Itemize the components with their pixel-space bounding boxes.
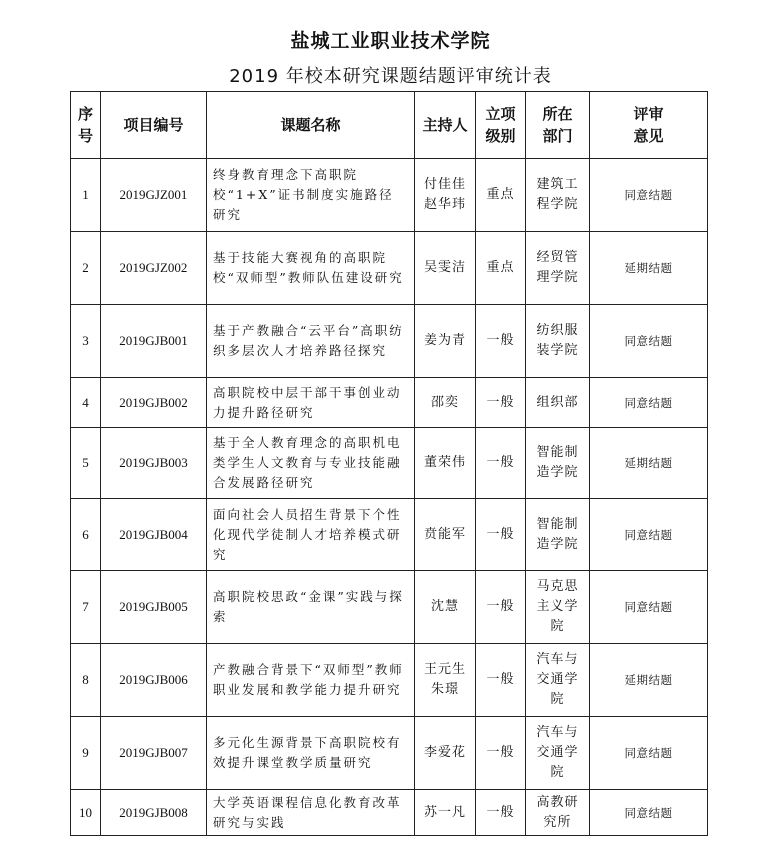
cell-no: 2	[71, 232, 101, 305]
cell-code: 2019GJB003	[101, 428, 207, 499]
cell-level: 一般	[476, 305, 526, 378]
table-header-row	[71, 92, 708, 159]
header-title: 课题名称	[207, 92, 415, 159]
cell-host: 苏一凡	[415, 790, 476, 836]
cell-host: 王元生 朱璟	[415, 644, 476, 717]
cell-code: 2019GJB001	[101, 305, 207, 378]
cell-level: 一般	[476, 717, 526, 790]
cell-title: 基于产教融合“云平台”高职纺织多层次人才培养路径探究	[207, 305, 415, 378]
cell-opinion: 同意结题	[590, 499, 708, 571]
cell-code: 2019GJB008	[101, 790, 207, 836]
table-row	[71, 644, 708, 717]
cell-no: 4	[71, 378, 101, 428]
cell-no: 9	[71, 717, 101, 790]
table-row	[71, 428, 708, 499]
header-no-line2: 号	[77, 127, 93, 145]
cell-dept: 智能制造学院	[526, 428, 590, 499]
cell-level: 一般	[476, 428, 526, 499]
cell-code: 2019GJZ001	[101, 159, 207, 232]
cell-host: 邵奕	[415, 378, 476, 428]
cell-title: 面向社会人员招生背景下个性化现代学徒制人才培养模式研究	[207, 499, 415, 571]
cell-dept: 纺织服装学院	[526, 305, 590, 378]
cell-opinion: 延期结题	[590, 428, 708, 499]
cell-level: 重点	[476, 232, 526, 305]
header-dept-line1: 所在	[542, 105, 573, 123]
cell-level: 一般	[476, 378, 526, 428]
cell-opinion: 延期结题	[590, 644, 708, 717]
header-opinion-line2: 意见	[633, 127, 664, 145]
cell-level: 一般	[476, 790, 526, 836]
cell-host: 董荣伟	[415, 428, 476, 499]
cell-host: 李爱花	[415, 717, 476, 790]
header-no-line1: 序	[77, 105, 93, 123]
cell-no: 3	[71, 305, 101, 378]
cell-title: 基于技能大赛视角的高职院校“双师型”教师队伍建设研究	[207, 232, 415, 305]
cell-code: 2019GJB007	[101, 717, 207, 790]
table-row	[71, 717, 708, 790]
cell-code: 2019GJZ002	[101, 232, 207, 305]
cell-no: 10	[71, 790, 101, 836]
cell-dept: 汽车与交通学院	[526, 644, 590, 717]
cell-no: 1	[71, 159, 101, 232]
cell-dept: 高教研究所	[526, 790, 590, 836]
cell-code: 2019GJB006	[101, 644, 207, 717]
table-row	[71, 232, 708, 305]
cell-level: 重点	[476, 159, 526, 232]
cell-opinion: 同意结题	[590, 571, 708, 644]
header-opinion-line1: 评审	[633, 105, 664, 123]
cell-opinion: 延期结题	[590, 232, 708, 305]
cell-title: 多元化生源背景下高职院校有效提升课堂教学质量研究	[207, 717, 415, 790]
table-row	[71, 159, 708, 232]
cell-dept: 组织部	[526, 378, 590, 428]
cell-no: 7	[71, 571, 101, 644]
cell-host: 贲能军	[415, 499, 476, 571]
header-level-line2: 级别	[485, 127, 516, 145]
cell-host: 付佳佳 赵华玮	[415, 159, 476, 232]
cell-title: 高职院校思政“金课”实践与探索	[207, 571, 415, 644]
cell-code: 2019GJB004	[101, 499, 207, 571]
cell-opinion: 同意结题	[590, 378, 708, 428]
cell-no: 5	[71, 428, 101, 499]
header-level-line1: 立项	[485, 105, 516, 123]
cell-no: 8	[71, 644, 101, 717]
cell-dept: 建筑工程学院	[526, 159, 590, 232]
header-opinion	[590, 92, 708, 159]
cell-level: 一般	[476, 571, 526, 644]
header-dept-line2: 部门	[542, 127, 573, 145]
cell-code: 2019GJB002	[101, 378, 207, 428]
cell-host: 吴雯洁	[415, 232, 476, 305]
header-dept	[526, 92, 590, 159]
cell-host: 沈慧	[415, 571, 476, 644]
cell-title: 高职院校中层干部干事创业动力提升路径研究	[207, 378, 415, 428]
cell-dept: 智能制造学院	[526, 499, 590, 571]
cell-level: 一般	[476, 499, 526, 571]
table-row	[71, 571, 708, 644]
cell-title: 终身教育理念下高职院校“1+X”证书制度实施路径研究	[207, 159, 415, 232]
document-title: 盐城工业职业技术学院	[290, 30, 491, 52]
document-subtitle: 2019 年校本研究课题结题评审统计表	[229, 66, 552, 87]
cell-opinion: 同意结题	[590, 305, 708, 378]
cell-title: 大学英语课程信息化教育改革研究与实践	[207, 790, 415, 836]
header-code: 项目编号	[101, 92, 207, 159]
table-row	[71, 499, 708, 571]
cell-code: 2019GJB005	[101, 571, 207, 644]
cell-no: 6	[71, 499, 101, 571]
header-host: 主持人	[415, 92, 476, 159]
cell-level: 一般	[476, 644, 526, 717]
cell-opinion: 同意结题	[590, 159, 708, 232]
cell-opinion: 同意结题	[590, 790, 708, 836]
review-table	[70, 91, 708, 836]
cell-host: 姜为青	[415, 305, 476, 378]
table-row	[71, 790, 708, 836]
cell-opinion: 同意结题	[590, 717, 708, 790]
cell-dept: 汽车与交通学院	[526, 717, 590, 790]
table-row	[71, 305, 708, 378]
table-row	[71, 378, 708, 428]
cell-title: 基于全人教育理念的高职机电类学生人文教育与专业技能融合发展路径研究	[207, 428, 415, 499]
cell-dept: 经贸管理学院	[526, 232, 590, 305]
header-no	[71, 92, 101, 159]
cell-dept: 马克思主义学院	[526, 571, 590, 644]
cell-title: 产教融合背景下“双师型”教师职业发展和教学能力提升研究	[207, 644, 415, 717]
header-level	[476, 92, 526, 159]
